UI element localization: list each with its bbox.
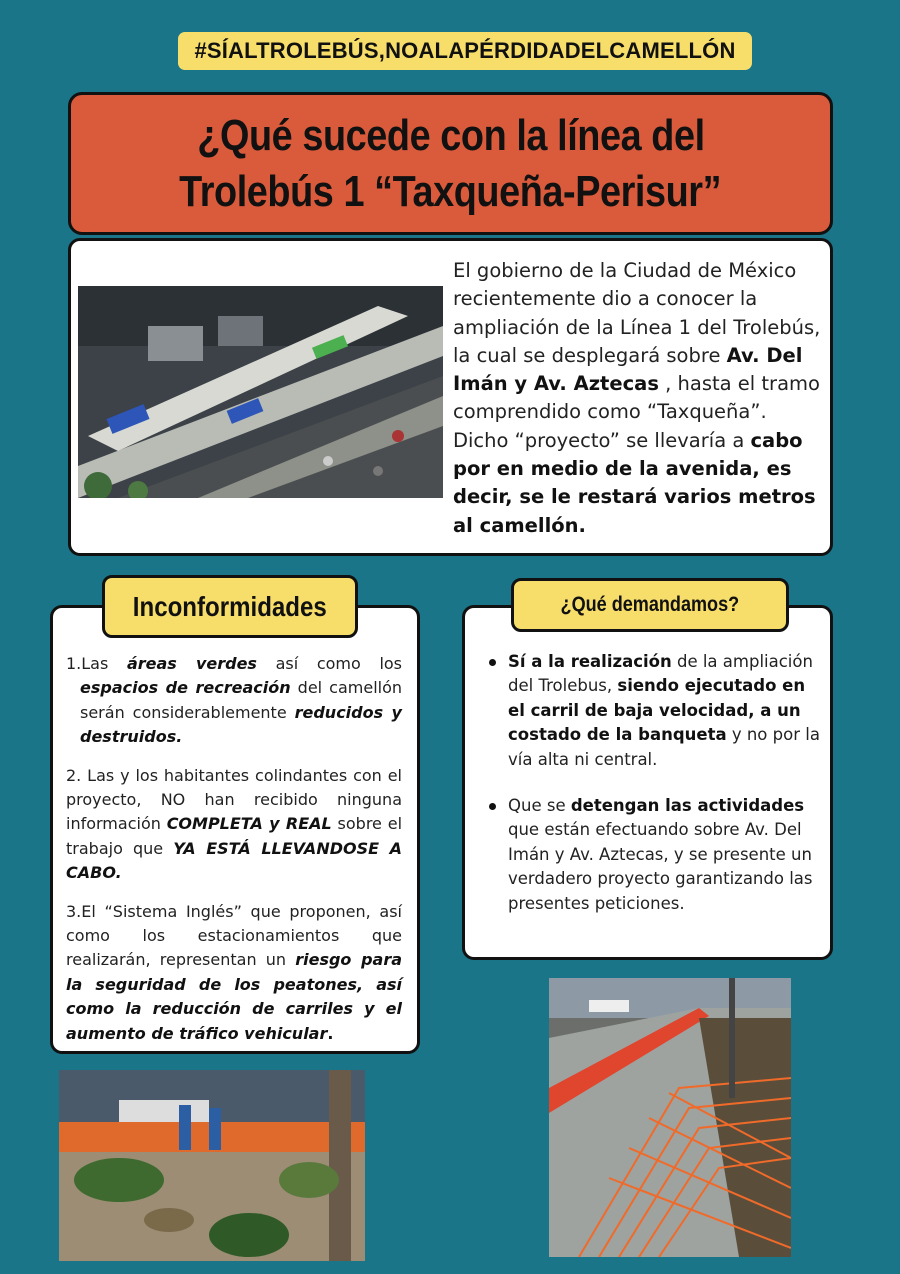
construction-fence-photo bbox=[549, 978, 791, 1257]
intro-text-1: El gobierno de la Ciudad de México recientemente dio a conocer la ampliación de la Línea 1 del Trolebús, la cual se desplegará sobre bbox=[453, 259, 821, 367]
page-title bbox=[68, 92, 833, 235]
inconformidades-heading-text: Inconformidades bbox=[132, 590, 328, 622]
title-line-1: ¿Qué sucede con la línea del bbox=[196, 110, 705, 160]
intro-card bbox=[68, 238, 833, 556]
hashtag-banner bbox=[178, 32, 752, 70]
intro-paragraph bbox=[453, 257, 823, 540]
list-item: 3.El “Sistema Inglés” que proponen, así como los estacionamientos que realizarán, representan un riesgo para la seguridad de los peatones, así como la reducción de carriles y el aumento de tráfico vehicular. bbox=[66, 901, 403, 1043]
intro-text-2: , hasta el tramo comprendido como “Taxqueña”. Dicho “proyecto” se llevaría a bbox=[453, 372, 820, 452]
title-line-2: Trolebús 1 “Taxqueña-Perisur” bbox=[179, 166, 722, 216]
list-item: Que se detengan las actividades que están efectuando sobre Av. Del Imán y Av. Aztecas, y se presente un verdadero proyecto garantizando las presentes peticiones. bbox=[486, 794, 822, 916]
demandas-list bbox=[486, 650, 822, 938]
intro-bold-camellon: cabo por en medio de la avenida, es decir, se le restará varios metros al camellón. bbox=[453, 428, 816, 537]
list-item: 2. Las y los habitantes colindantes con el proyecto, NO han recibido ninguna información COMPLETA y REAL sobre el trabajo que YA ESTÁ LLEVANDOSE A CABO. bbox=[66, 765, 403, 883]
demandas-heading-text: ¿Qué demandamos? bbox=[560, 593, 740, 616]
list-item: 1.Las áreas verdes así como los espacios de recreación del camellón serán considerablemente reducidos y destruidos. bbox=[66, 654, 403, 747]
hashtag-text: #SÍALTROLEBÚS,NOALAPÉRDIDADELCAMELLÓN bbox=[194, 38, 736, 63]
intro-bold-avenues: Av. Del Imán y Av. Aztecas bbox=[453, 343, 803, 396]
inconformidades-heading bbox=[102, 575, 358, 638]
list-item: Sí a la realización de la ampliación del Trolebus, siendo ejecutado en el carril de baja velocidad, a un costado de la banqueta y no por la vía alta ni central. bbox=[486, 650, 822, 772]
demandas-heading bbox=[511, 578, 789, 632]
inconformidades-list bbox=[66, 652, 402, 1056]
aerial-avenue-photo bbox=[78, 286, 443, 498]
camellon-garden-photo bbox=[59, 1070, 365, 1261]
